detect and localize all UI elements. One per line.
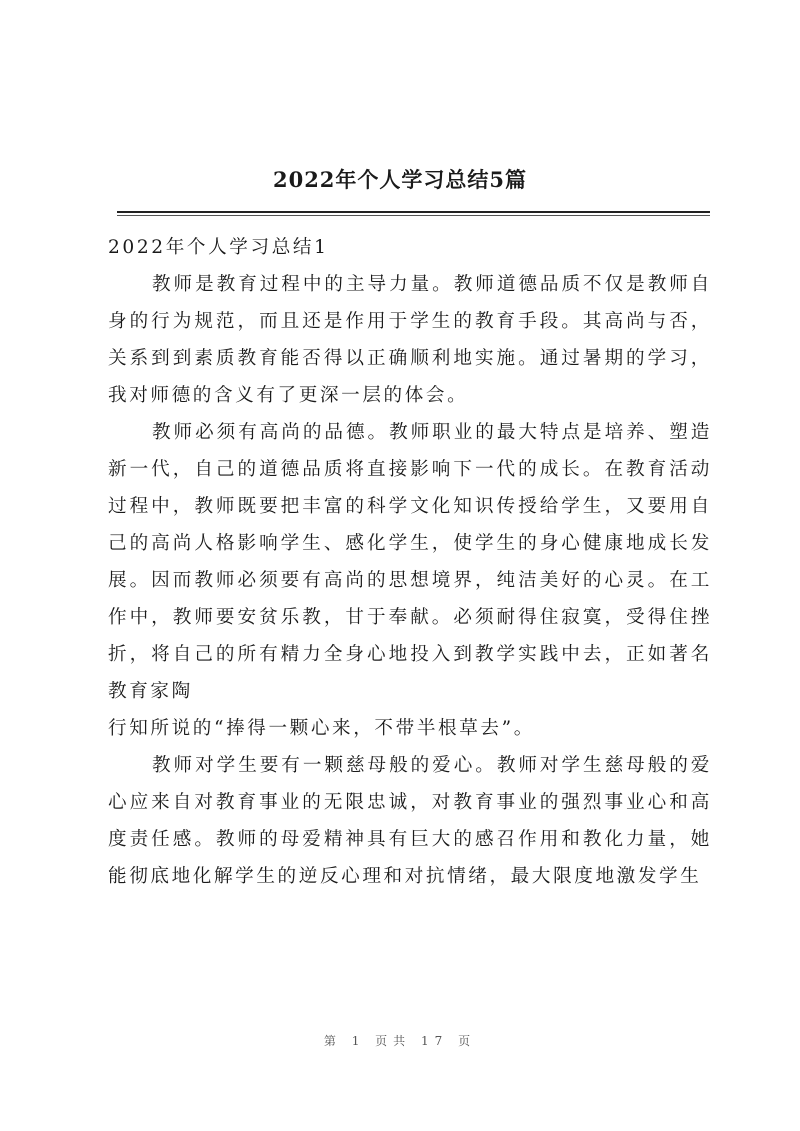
paragraph: 教师对学生要有一颗慈母般的爱心。教师对学生慈母般的爱心应来自对教育事业的无限忠诚，对教育事业的强烈事业心和高度责任感。教师的母爱精神具有巨大的感召作用和教化力量，她能彻底地化解学生的逆反心理和对抗情绪，最大限度地激发学生 [108,755,712,887]
document-title: 2022年个人学习总结5篇 [272,167,528,192]
title-divider-thin [117,215,710,216]
paragraph-continuation: 行知所说的“捧得一颗心来，不带半根草去”。 [108,718,535,739]
page-number-footer: 第 1 页共 17 页 [323,1034,477,1048]
title-divider-thick [117,211,710,213]
paragraph: 教师是教育过程中的主导力量。教师道德品质不仅是教师自身的行为规范，而且还是作用于学生的教育手段。其高尚与否，关系到到素质教育能否得以正确顺利地实施。通过暑期的学习，我对师德的含义有了更深一层的体会。 [108,274,712,406]
paragraph: 教师必须有高尚的品德。教师职业的最大特点是培养、塑造新一代，自己的道德品质将直接影响下一代的成长。在教育活动过程中，教师既要把丰富的科学文化知识传授给学生，又要用自己的高尚人格影响学生、感化学生，使学生的身心健康地成长发展。因而教师必须要有高尚的思想境界，纯洁美好的心灵。在工作中，教师要安贫乐教，甘于奉献。必须耐得住寂寞，受得住挫折，将自己的所有精力全身心地投入到教学实践中去，正如著名教育家陶 [108,422,712,702]
section-heading: 2022年个人学习总结1 [108,237,329,258]
document-body [108,229,712,895]
